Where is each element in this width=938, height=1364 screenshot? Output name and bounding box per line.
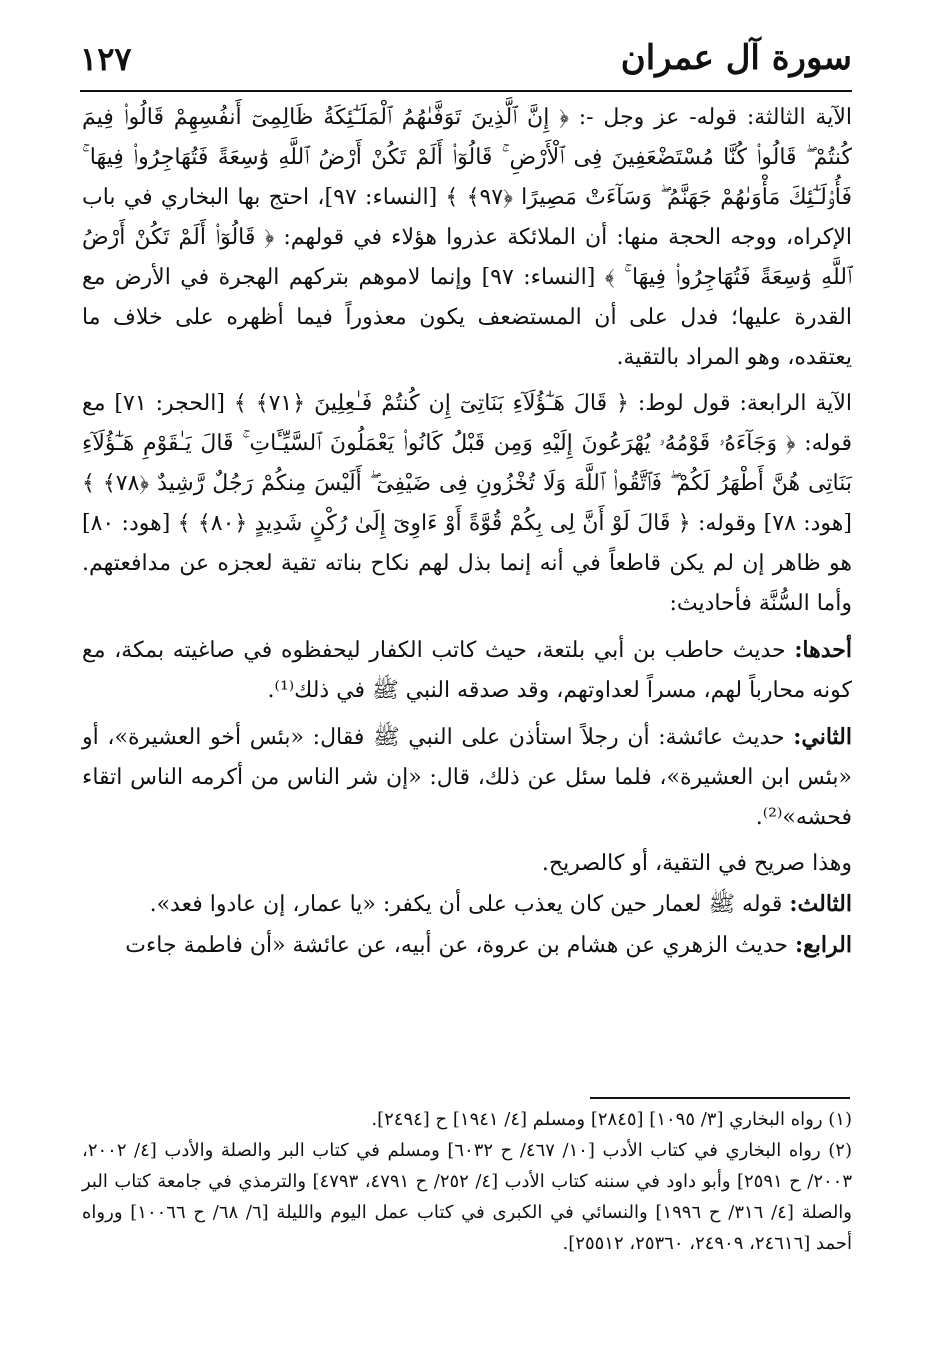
- paragraph-hadith-three: [82, 884, 852, 925]
- hadith-four-label: الرابع:: [794, 932, 852, 958]
- page-number: ١٢٧: [80, 40, 132, 78]
- hadith-two-text: حديث عائشة: أن رجلاً استأذن على النبي ﷺ فقال: «بئس أخو العشيرة»، أو «بئس ابن العشيرة»، فلما سئل عن ذلك، قال: «إن شر الناس من أكرمه الناس اتقاء فحشه»⁽²⁾.: [82, 725, 852, 830]
- paragraph-hadith-one: [82, 630, 852, 711]
- hadith-four-text: حديث الزهري عن هشام بن عروة، عن أبيه، عن عائشة «أن فاطمة جاءت: [125, 933, 795, 958]
- hadith-three-label: الثالث:: [789, 891, 852, 917]
- surah-title: سورة آل عمران: [620, 38, 852, 78]
- footnote-2: (٢) رواه البخاري في كتاب الأدب [١٠/ ٤٦٧/ ح ٦٠٣٢] ومسلم في كتاب البر والصلة والأدب [٤/ ٢٠٠٢، ٢٠٠٣/ ح ٢٥٩١] وأبو داود في سننه كتاب الأدب [٤/ ٢٥٢/ ح ٤٧٩١، ٤٧٩٣] والترمذي في جامعة كتاب البر والصلة [٤/ ٣١٦/ ح ١٩٩٦] والنسائي في الكبرى في كتاب عمل اليوم والليلة [٦/ ٦٨/ ح ١٠٠٦٦] ورواه أحمد [٢٤٦١٦، ٢٤٩٠٩، ٢٥٣٦٠، ٢٥٥١٢].: [82, 1140, 852, 1254]
- hadith-three-text: قوله ﷺ لعمار حين كان يعذب على أن يكفر: «يا عمار، إن عادوا فعد».: [149, 892, 790, 917]
- hadith-two-label: الثاني:: [793, 724, 852, 750]
- paragraph-comment: وهذا صريح في التقية، أو كالصريح.: [541, 851, 852, 876]
- paragraph-hadith-two: [82, 717, 852, 838]
- paragraph-hadith-four: [82, 925, 852, 966]
- hadith-one-text: حديث حاطب بن أبي بلتعة، حيث كاتب الكفار ليحفظوه في صاغيته بمكة، مع كونه محارباً لهم، مسراً لعداوتهم، وقد صدقه النبي ﷺ في ذلك⁽¹⁾.: [82, 638, 852, 703]
- footnote-1: (١) رواه البخاري [٣/ ١٠٩٥] [٢٨٤٥] ومسلم [٤/ ١٩٤١] ح [٢٤٩٤].: [371, 1109, 852, 1130]
- hadith-one-label: أحدها:: [794, 637, 852, 663]
- paragraph-verse-three: الآية الثالثة: قوله- عز وجل -: ﴿ إِنَّ ٱلَّذِينَ تَوَفَّىٰهُمُ ٱلْمَلَـٰٓئِكَةُ ظَالِمِىٓ أَنفُسِهِمْ قَالُوا۟ فِيمَ كُنتُمْ ۖ قَالُوا۟ كُنَّا مُسْتَضْعَفِينَ فِى ٱلْأَرْضِ ۚ قَالُوٓا۟ أَلَمْ تَكُنْ أَرْضُ ٱللَّهِ وَٰسِعَةً فَتُهَاجِرُوا۟ فِيهَا ۚ فَأُو۟لَـٰٓئِكَ مَأْوَىٰهُمْ جَهَنَّمُ ۖ وَسَآءَتْ مَصِيرًا ﴿٩٧﴾ ﴾ [النساء: ٩٧]، احتج بها البخاري في باب الإكراه، ووجه الحجة منها: أن الملائكة عذروا هؤلاء في قولهم: ﴿ قَالُوٓا۟ أَلَمْ تَكُنْ أَرْضُ ٱللَّهِ وَٰسِعَةً فَتُهَاجِرُوا۟ فِيهَا ۚ ﴾ [النساء: ٩٧] وإنما لاموهم بتركهم الهجرة في الأرض مع القدرة عليها؛ فدل على أن المستضعف يكون معذوراً فيما أظهره على خلاف ما يعتقده، وهو المراد بالتقية.: [82, 105, 852, 370]
- main-text: [82, 98, 852, 966]
- paragraph-verse-four: الآية الرابعة: قول لوط: ﴿ قَالَ هَـٰٓؤُلَآءِ بَنَاتِىٓ إِن كُنتُمْ فَـٰعِلِينَ ﴿٧١﴾ ﴾ [الحجر: ٧١] مع قوله: ﴿ وَجَآءَهُۥ قَوْمُهُۥ يُهْرَعُونَ إِلَيْهِ وَمِن قَبْلُ كَانُوا۟ يَعْمَلُونَ ٱلسَّيِّـَٔاتِ ۚ قَالَ يَـٰقَوْمِ هَـٰٓؤُلَآءِ بَنَاتِى هُنَّ أَطْهَرُ لَكُمْ ۖ فَٱتَّقُوا۟ ٱللَّهَ وَلَا تُخْزُونِ فِى ضَيْفِىٓ ۖ أَلَيْسَ مِنكُمْ رَجُلٌ رَّشِيدٌ ﴿٧٨﴾ ﴾ [هود: ٧٨] وقوله: ﴿ قَالَ لَوْ أَنَّ لِى بِكُمْ قُوَّةً أَوْ ءَاوِىٓ إِلَىٰ رُكْنٍ شَدِيدٍ ﴿٨٠﴾ ﴾ [هود: ٨٠] هو ظاهر إن لم يكن قاطعاً في أنه إنما بذل لهم نكاح بناته تقية لعجزه عن مدافعتهم. وأما السُّنَّة فأحاديث:: [82, 391, 853, 616]
- footnote-separator: [590, 1097, 850, 1099]
- footnotes: [82, 1104, 852, 1259]
- page-header: [80, 28, 852, 92]
